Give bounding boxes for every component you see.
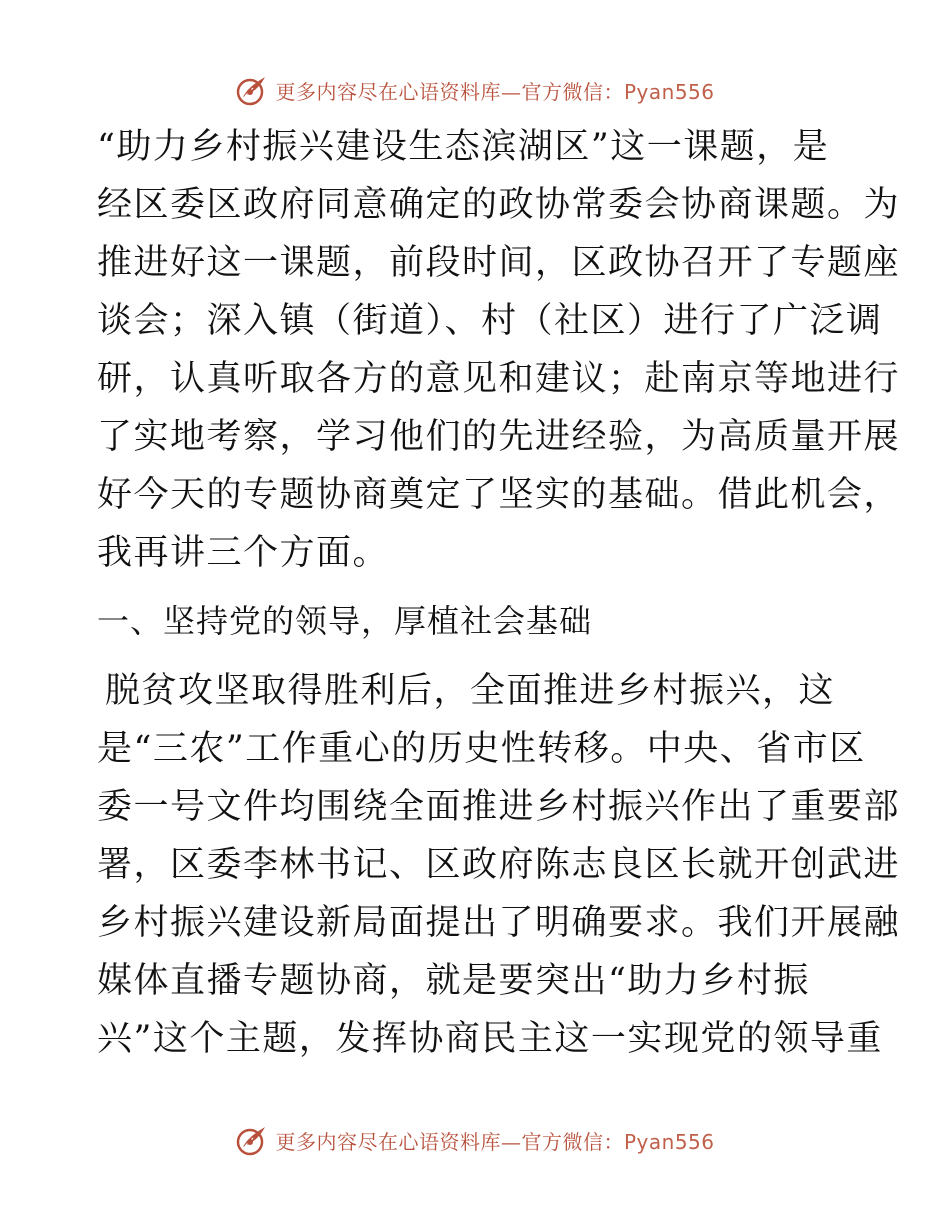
- text-line: 研，认真听取各方的意见和建议；赴南京等地进行: [97, 359, 901, 399]
- text-line: 推进好这一课题，前段时间，区政协召开了专题座: [97, 243, 901, 283]
- watermark-text: 更多内容尽在心语资料库—官方微信：: [275, 79, 624, 104]
- document-body: [97, 118, 901, 1068]
- text-line: 委一号文件均围绕全面推进乡村振兴作出了重要部: [97, 787, 901, 827]
- watermark-text: 更多内容尽在心语资料库—官方微信：: [275, 1129, 624, 1154]
- quill-logo-icon: [235, 1123, 269, 1157]
- text-line: 经区委区政府同意确定的政协常委会协商课题。为: [97, 185, 901, 225]
- text-line: “助力乡村振兴建设生态滨湖区”这一课题，是: [97, 127, 830, 167]
- text-line: 谈会；深入镇（街道）、村（社区）进行了广泛调: [97, 301, 883, 341]
- text-line: 媒体直播专题协商，就是要突出“助力乡村振: [97, 961, 810, 1001]
- text-line: 好今天的专题协商奠定了坚实的基础。借此机会，: [97, 475, 901, 515]
- header-watermark: [0, 70, 950, 110]
- paragraph-section-one: [97, 662, 901, 1068]
- watermark-wechat-id: Pyan556: [623, 79, 715, 104]
- watermark-wechat-id: Pyan556: [623, 1129, 715, 1154]
- text-line: 兴”这个主题，发挥协商民主这一实现党的领导重: [97, 1019, 883, 1059]
- paragraph-intro: [97, 118, 901, 582]
- quill-logo-icon: [235, 73, 269, 107]
- text-line: 乡村振兴建设新局面提出了明确要求。我们开展融: [97, 903, 901, 943]
- text-line: 脱贫攻坚取得胜利后，全面推进乡村振兴，这: [105, 671, 836, 711]
- text-line: 署，区委李林书记、区政府陈志良区长就开创武进: [97, 845, 901, 885]
- footer-watermark: [0, 1120, 950, 1160]
- section-heading: 一、坚持党的领导，厚植社会基础: [97, 602, 593, 640]
- text-line: 了实地考察，学习他们的先进经验，为高质量开展: [97, 417, 901, 457]
- text-line: 是“三农”工作重心的历史性转移。中央、省市区: [97, 729, 866, 769]
- text-line: 我再讲三个方面。: [97, 533, 390, 573]
